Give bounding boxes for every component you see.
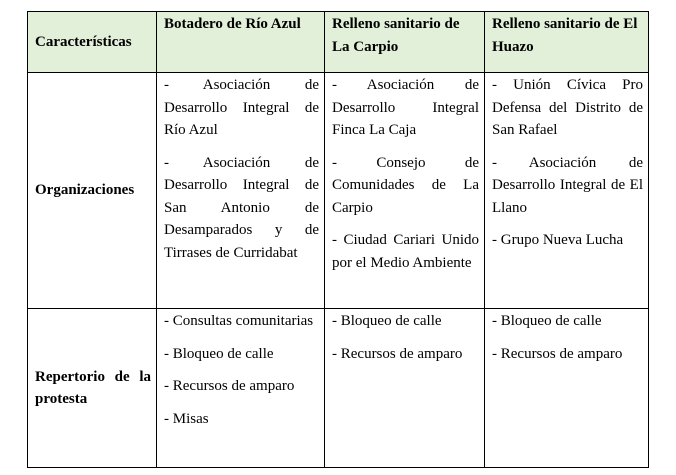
list-item: - Unión Cívica Pro Defensa del Distrito de San Rafael <box>492 77 643 138</box>
list-item: - Bloqueo de calle <box>492 313 602 329</box>
cell-organizaciones-el-huazo <box>485 73 649 309</box>
list-item: - Asociación de Desarrollo Integral de San Antonio de Desamparados y de Tirrases de Curridabat <box>164 154 319 261</box>
document-page <box>27 11 649 468</box>
header-caracteristicas: Características <box>28 12 157 73</box>
list-item: - Recursos de amparo <box>332 345 463 362</box>
cell-repertorio-rio-azul <box>157 309 325 468</box>
list-item: - Consultas comunitarias <box>164 313 314 329</box>
list-item: - Ciudad Cariari Unido por el Medio Ambiente <box>332 232 479 271</box>
list-item: - Grupo Nueva Lucha <box>492 232 624 248</box>
cell-organizaciones-la-carpio <box>325 73 485 309</box>
list-item: - Bloqueo de calle <box>332 313 442 329</box>
cell-organizaciones-rio-azul <box>157 73 325 309</box>
list-item: - Bloqueo de calle <box>164 345 274 362</box>
list-item: - Asociación de Desarrollo Integral de El Llano <box>492 154 643 216</box>
list-item: - Consejo de Comunidades de La Carpio <box>332 154 479 216</box>
header-relleno-la-carpio: Relleno sanitario de La Carpio <box>325 12 485 73</box>
table-row <box>28 309 649 468</box>
row-label-repertorio: Repertorio de la protesta <box>28 309 157 468</box>
list-item: - Recursos de amparo <box>164 378 295 394</box>
header-botadero-rio-azul: Botadero de Río Azul <box>157 12 325 73</box>
cell-repertorio-la-carpio <box>325 309 485 468</box>
cell-repertorio-el-huazo <box>485 309 649 468</box>
header-relleno-el-huazo: Relleno sanitario de El Huazo <box>485 12 649 73</box>
comparison-table <box>27 11 649 468</box>
table-row <box>28 73 649 309</box>
list-item: - Asociación de Desarrollo Integral Finca La Caja <box>332 77 479 138</box>
list-item: - Misas <box>164 410 209 427</box>
table-header-row <box>28 12 649 73</box>
row-label-organizaciones: Organizaciones <box>28 73 157 309</box>
list-item: - Asociación de Desarrollo Integral de Río Azul <box>164 77 319 138</box>
list-item: - Recursos de amparo <box>492 345 623 362</box>
